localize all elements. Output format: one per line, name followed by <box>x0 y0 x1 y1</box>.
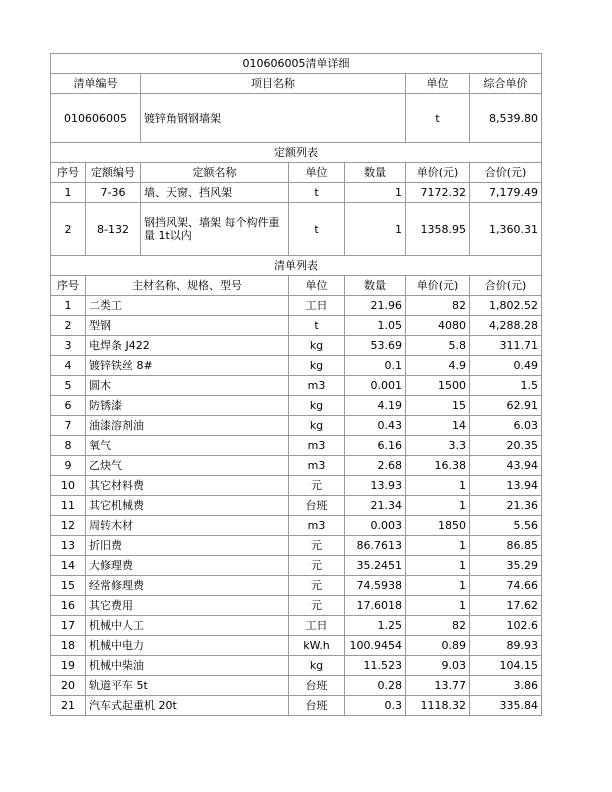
material-price: 1 <box>406 576 470 596</box>
material-total: 21.36 <box>470 496 542 516</box>
material-total: 74.66 <box>470 576 542 596</box>
material-total: 5.56 <box>470 516 542 536</box>
material-unit: kg <box>289 356 345 376</box>
material-name: 乙炔气 <box>86 456 289 476</box>
material-price: 13.77 <box>406 676 470 696</box>
material-price: 1118.32 <box>406 696 470 716</box>
header-price: 综合单价 <box>470 74 542 94</box>
table-title: 010606005清单详细 <box>51 54 542 74</box>
material-total: 102.6 <box>470 616 542 636</box>
quota-section-title: 定额列表 <box>51 143 542 163</box>
material-seq: 8 <box>51 436 86 456</box>
material-qty: 1.25 <box>345 616 406 636</box>
material-unit: m3 <box>289 436 345 456</box>
material-price: 4.9 <box>406 356 470 376</box>
material-seq: 2 <box>51 316 86 336</box>
material-seq: 19 <box>51 656 86 676</box>
material-seq: 11 <box>51 496 86 516</box>
material-total: 1,802.52 <box>470 296 542 316</box>
material-total: 20.35 <box>470 436 542 456</box>
material-unit: kg <box>289 416 345 436</box>
material-qty: 0.28 <box>345 676 406 696</box>
material-unit: 台班 <box>289 496 345 516</box>
material-col-name: 主材名称、规格、型号 <box>86 276 289 296</box>
item-name: 镀锌角钢钢墙架 <box>141 94 406 143</box>
material-seq: 10 <box>51 476 86 496</box>
material-qty: 35.2451 <box>345 556 406 576</box>
material-unit: 台班 <box>289 696 345 716</box>
material-price: 4080 <box>406 316 470 336</box>
material-seq: 5 <box>51 376 86 396</box>
material-qty: 86.7613 <box>345 536 406 556</box>
material-unit: m3 <box>289 516 345 536</box>
material-qty: 4.19 <box>345 396 406 416</box>
material-row <box>51 656 542 676</box>
material-total: 17.62 <box>470 596 542 616</box>
item-price: 8,539.80 <box>470 94 542 143</box>
quota-col-seq: 序号 <box>51 163 86 183</box>
quota-code: 8-132 <box>86 203 141 256</box>
material-qty: 74.5938 <box>345 576 406 596</box>
quota-header-row <box>51 163 542 183</box>
material-qty: 17.6018 <box>345 596 406 616</box>
quota-row <box>51 203 542 256</box>
material-seq: 3 <box>51 336 86 356</box>
quota-name: 墙、天窗、挡风架 <box>141 183 289 203</box>
quota-seq: 1 <box>51 183 86 203</box>
quota-row <box>51 183 542 203</box>
material-total: 4,288.28 <box>470 316 542 336</box>
material-name: 其它费用 <box>86 596 289 616</box>
material-col-price: 单价(元) <box>406 276 470 296</box>
material-col-seq: 序号 <box>51 276 86 296</box>
material-unit: kW.h <box>289 636 345 656</box>
material-row <box>51 556 542 576</box>
material-row <box>51 296 542 316</box>
material-total: 0.49 <box>470 356 542 376</box>
material-qty: 0.003 <box>345 516 406 536</box>
material-name: 机械中人工 <box>86 616 289 636</box>
material-name: 二类工 <box>86 296 289 316</box>
material-total: 311.71 <box>470 336 542 356</box>
item-code: 010606005 <box>51 94 141 143</box>
material-unit: t <box>289 316 345 336</box>
material-qty: 11.523 <box>345 656 406 676</box>
material-row <box>51 356 542 376</box>
material-row <box>51 536 542 556</box>
material-unit: kg <box>289 396 345 416</box>
material-row <box>51 316 542 336</box>
material-seq: 1 <box>51 296 86 316</box>
material-seq: 12 <box>51 516 86 536</box>
material-price: 82 <box>406 296 470 316</box>
material-price: 16.38 <box>406 456 470 476</box>
material-total: 3.86 <box>470 676 542 696</box>
material-row <box>51 516 542 536</box>
material-seq: 7 <box>51 416 86 436</box>
material-qty: 21.96 <box>345 296 406 316</box>
material-name: 周转木材 <box>86 516 289 536</box>
material-name: 其它材料费 <box>86 476 289 496</box>
material-price: 3.3 <box>406 436 470 456</box>
material-name: 折旧费 <box>86 536 289 556</box>
material-total: 43.94 <box>470 456 542 476</box>
material-total: 35.29 <box>470 556 542 576</box>
material-price: 15 <box>406 396 470 416</box>
material-total: 62.91 <box>470 396 542 416</box>
material-name: 轨道平车 5t <box>86 676 289 696</box>
material-row <box>51 596 542 616</box>
material-total: 13.94 <box>470 476 542 496</box>
material-name: 其它机械费 <box>86 496 289 516</box>
quota-col-qty: 数量 <box>345 163 406 183</box>
material-seq: 14 <box>51 556 86 576</box>
quota-qty: 1 <box>345 183 406 203</box>
material-price: 1 <box>406 496 470 516</box>
material-unit: 元 <box>289 476 345 496</box>
material-row <box>51 416 542 436</box>
material-qty: 1.05 <box>345 316 406 336</box>
bill-detail-table <box>50 53 542 716</box>
material-row <box>51 436 542 456</box>
material-col-total: 合价(元) <box>470 276 542 296</box>
material-name: 经常修理费 <box>86 576 289 596</box>
material-unit: 元 <box>289 596 345 616</box>
quota-price: 1358.95 <box>406 203 470 256</box>
material-row <box>51 456 542 476</box>
material-unit: kg <box>289 656 345 676</box>
material-name: 型钢 <box>86 316 289 336</box>
material-row <box>51 476 542 496</box>
material-price: 82 <box>406 616 470 636</box>
material-price: 5.8 <box>406 336 470 356</box>
material-total: 1.5 <box>470 376 542 396</box>
material-price: 14 <box>406 416 470 436</box>
material-seq: 15 <box>51 576 86 596</box>
material-name: 圆木 <box>86 376 289 396</box>
material-col-unit: 单位 <box>289 276 345 296</box>
material-price: 1 <box>406 596 470 616</box>
material-qty: 13.93 <box>345 476 406 496</box>
material-row <box>51 616 542 636</box>
material-unit: 工日 <box>289 296 345 316</box>
list-header-row <box>51 74 542 94</box>
material-seq: 6 <box>51 396 86 416</box>
material-row <box>51 696 542 716</box>
material-total: 335.84 <box>470 696 542 716</box>
material-price: 1 <box>406 556 470 576</box>
material-seq: 9 <box>51 456 86 476</box>
material-qty: 0.001 <box>345 376 406 396</box>
header-name: 项目名称 <box>141 74 406 94</box>
material-section-title: 清单列表 <box>51 256 542 276</box>
material-qty: 0.43 <box>345 416 406 436</box>
material-total: 6.03 <box>470 416 542 436</box>
material-seq: 18 <box>51 636 86 656</box>
material-name: 氧气 <box>86 436 289 456</box>
material-price: 9.03 <box>406 656 470 676</box>
quota-col-total: 合价(元) <box>470 163 542 183</box>
quota-qty: 1 <box>345 203 406 256</box>
material-qty: 0.3 <box>345 696 406 716</box>
material-name: 汽车式起重机 20t <box>86 696 289 716</box>
material-name: 机械中柴油 <box>86 656 289 676</box>
quota-col-name: 定额名称 <box>141 163 289 183</box>
material-unit: kg <box>289 336 345 356</box>
material-unit: 台班 <box>289 676 345 696</box>
quota-col-code: 定额编号 <box>86 163 141 183</box>
material-row <box>51 676 542 696</box>
material-col-qty: 数量 <box>345 276 406 296</box>
material-row <box>51 496 542 516</box>
material-qty: 6.16 <box>345 436 406 456</box>
material-unit: 工日 <box>289 616 345 636</box>
material-name: 油漆溶剂油 <box>86 416 289 436</box>
material-qty: 0.1 <box>345 356 406 376</box>
material-price: 1850 <box>406 516 470 536</box>
material-seq: 4 <box>51 356 86 376</box>
header-unit: 单位 <box>406 74 470 94</box>
material-header-row <box>51 276 542 296</box>
quota-col-price: 单价(元) <box>406 163 470 183</box>
material-name: 大修理费 <box>86 556 289 576</box>
material-row <box>51 376 542 396</box>
material-seq: 16 <box>51 596 86 616</box>
material-price: 1 <box>406 536 470 556</box>
material-total: 104.15 <box>470 656 542 676</box>
material-row <box>51 636 542 656</box>
header-code: 清单编号 <box>51 74 141 94</box>
material-unit: m3 <box>289 376 345 396</box>
list-item-row <box>51 94 542 143</box>
material-qty: 100.9454 <box>345 636 406 656</box>
material-name: 机械中电力 <box>86 636 289 656</box>
material-name: 防锈漆 <box>86 396 289 416</box>
quota-col-unit: 单位 <box>289 163 345 183</box>
material-unit: 元 <box>289 576 345 596</box>
material-seq: 17 <box>51 616 86 636</box>
material-qty: 21.34 <box>345 496 406 516</box>
material-seq: 13 <box>51 536 86 556</box>
material-qty: 2.68 <box>345 456 406 476</box>
material-row <box>51 336 542 356</box>
quota-price: 7172.32 <box>406 183 470 203</box>
material-unit: 元 <box>289 556 345 576</box>
quota-unit: t <box>289 183 345 203</box>
material-row <box>51 396 542 416</box>
material-seq: 20 <box>51 676 86 696</box>
material-total: 86.85 <box>470 536 542 556</box>
quota-seq: 2 <box>51 203 86 256</box>
quota-total: 7,179.49 <box>470 183 542 203</box>
quota-name: 钢挡风架、墙架 每个构件重量 1t以内 <box>141 203 289 256</box>
material-price: 1500 <box>406 376 470 396</box>
quota-unit: t <box>289 203 345 256</box>
quota-code: 7-36 <box>86 183 141 203</box>
material-unit: m3 <box>289 456 345 476</box>
material-price: 1 <box>406 476 470 496</box>
material-qty: 53.69 <box>345 336 406 356</box>
quota-total: 1,360.31 <box>470 203 542 256</box>
material-name: 电焊条 J422 <box>86 336 289 356</box>
material-seq: 21 <box>51 696 86 716</box>
material-total: 89.93 <box>470 636 542 656</box>
material-row <box>51 576 542 596</box>
material-name: 镀锌铁丝 8# <box>86 356 289 376</box>
material-unit: 元 <box>289 536 345 556</box>
material-price: 0.89 <box>406 636 470 656</box>
item-unit: t <box>406 94 470 143</box>
